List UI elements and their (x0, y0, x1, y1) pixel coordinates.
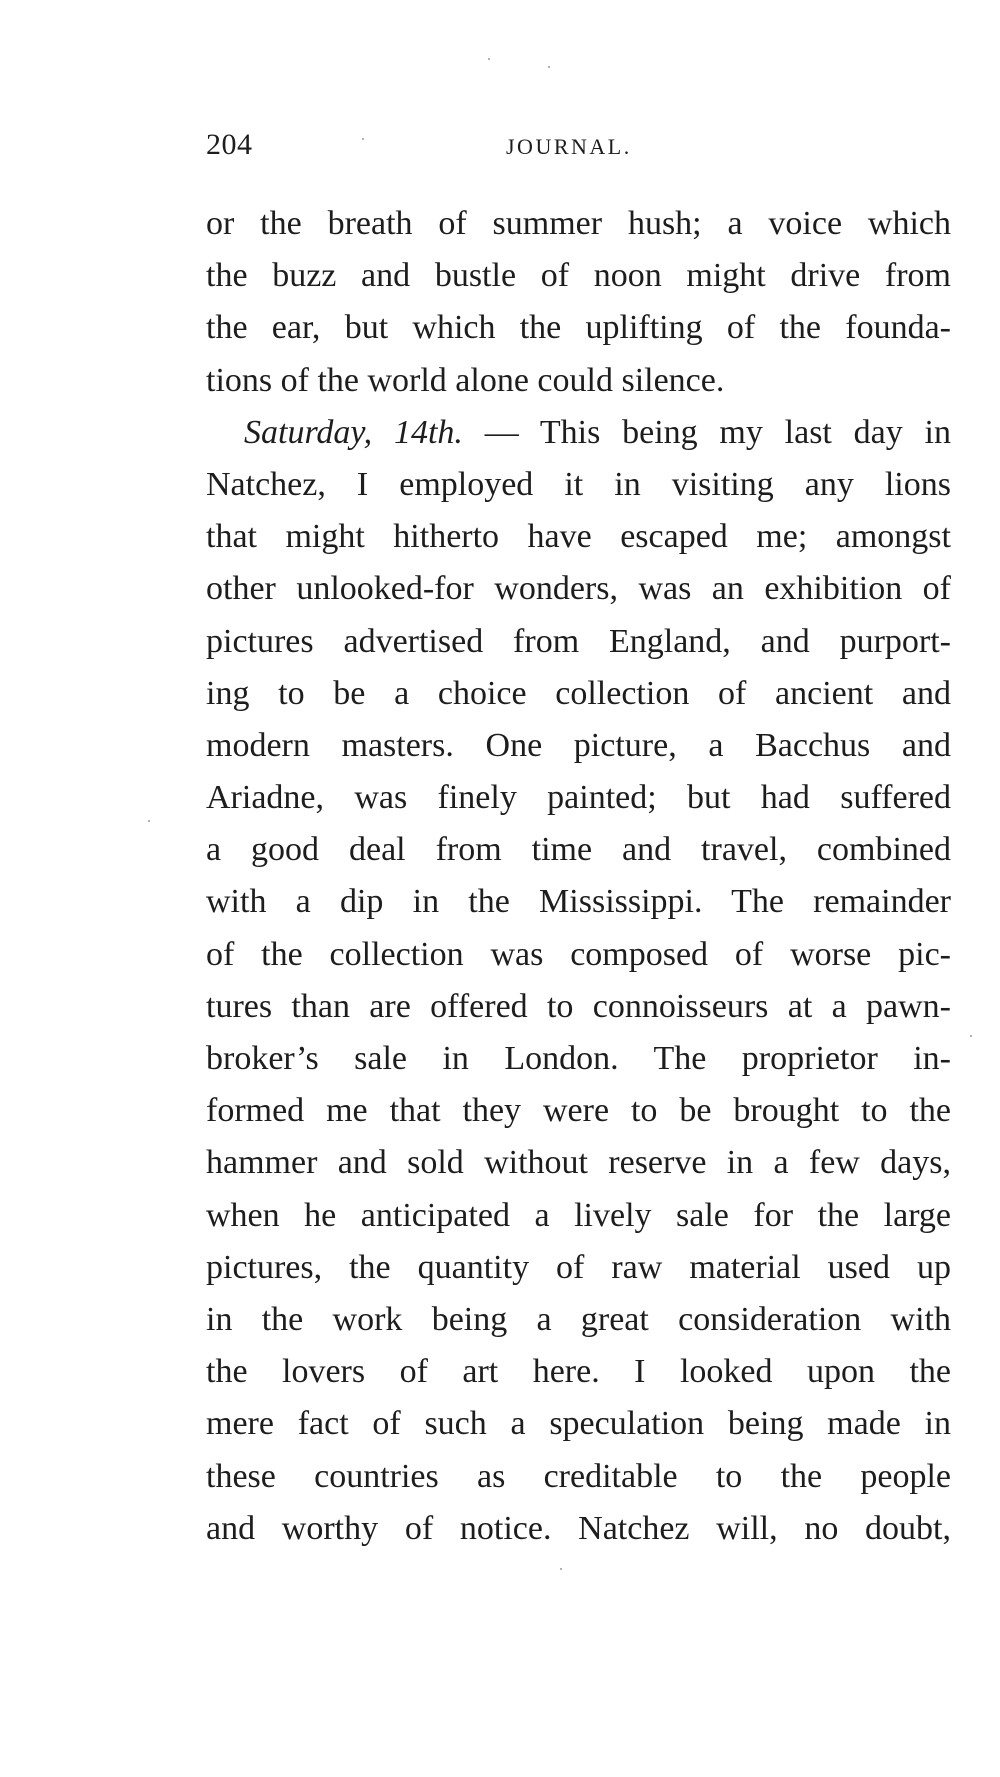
scan-speck (560, 1568, 562, 1570)
text-line: ing to be a choice collection of ancient and (206, 674, 951, 712)
text-line: in the work being a great consideration with (206, 1300, 951, 1338)
page-number: 204 (206, 128, 253, 161)
text-line: the ear, but which the uplifting of the founda- (206, 309, 951, 347)
text-line: these countries as creditable to the people (206, 1457, 951, 1495)
text-line: the lovers of art here. I looked upon the (206, 1353, 951, 1391)
text-line: Natchez, I employed it in visiting any lions (206, 465, 951, 503)
text-line: mere fact of such a speculation being made in (206, 1405, 951, 1443)
text-line: with a dip in the Mississippi. The remainder (206, 883, 951, 921)
text-line: or the breath of summer hush; a voice which (206, 205, 951, 242)
text-line: Ariadne, was finely painted; but had suffered (206, 779, 951, 817)
text-line: the buzz and bustle of noon might drive from (206, 257, 951, 295)
text-line: tures than are offered to connoisseurs at a pawn- (206, 987, 951, 1025)
text-line: broker’s sale in London. The proprietor in- (206, 1040, 951, 1077)
text-line: pictures advertised from England, and purport- (206, 622, 951, 660)
text-line: pictures, the quantity of raw material used up (206, 1248, 951, 1286)
scan-speck (488, 58, 490, 60)
text-line (206, 407, 951, 459)
text-line: formed me that they were to be brought to the (206, 1092, 951, 1130)
date-label: Saturday, (244, 413, 373, 451)
paragraph-1 (206, 198, 951, 407)
scan-speck (148, 820, 150, 822)
date-number: 14th. (393, 413, 463, 451)
text-line: and worthy of notice. Natchez will, no doubt, (206, 1509, 951, 1547)
page-header (206, 128, 956, 178)
text-line: when he anticipated a lively sale for the large (206, 1196, 951, 1234)
scan-speck (970, 1035, 972, 1037)
running-head: JOURNAL. (506, 134, 632, 159)
scan-speck (548, 66, 550, 68)
text-line: tions of the world alone could silence. (206, 361, 725, 399)
text-line: modern masters. One picture, a Bacchus and (206, 726, 951, 764)
text-line: hammer and sold without reserve in a few days, (206, 1144, 951, 1182)
text-line: that might hitherto have escaped me; amongst (206, 518, 951, 556)
text-line: of the collection was composed of worse pic- (206, 935, 951, 973)
first-line-rest: — This being my last day in (484, 413, 952, 451)
body-text (206, 198, 951, 1555)
paragraph-2 (206, 407, 951, 1555)
text-line: a good deal from time and travel, combined (206, 831, 951, 869)
text-line: other unlooked-for wonders, was an exhibition of (206, 570, 951, 608)
